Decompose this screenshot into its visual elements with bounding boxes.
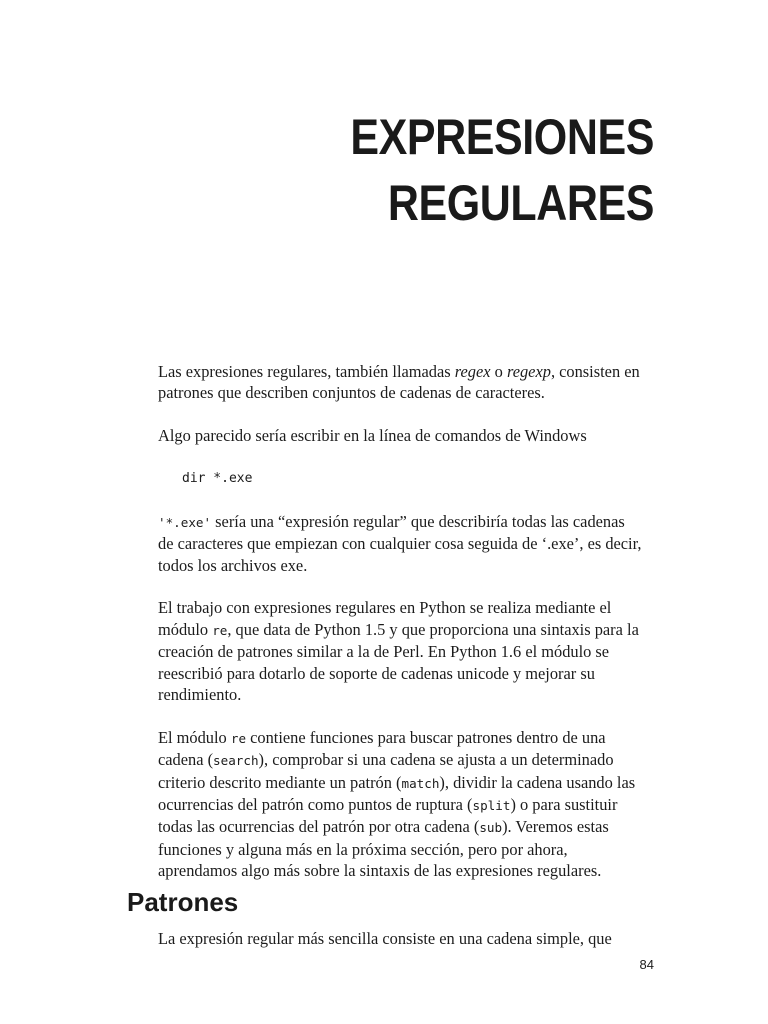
paragraph-patterns: La expresión regular más sencilla consiste en una cadena simple, que: [158, 929, 612, 948]
text-run: , que data de Python 1.5 y que proporciona una sintaxis para la creación de patrones similar a la de Perl. En Python 1.6 el módulo se reescribió para dotarlo de soporte de cadenas unicode y mejorar su rendimiento.: [158, 619, 639, 705]
inline-code: split: [472, 798, 511, 814]
inline-code: '*.exe': [158, 514, 212, 530]
chapter-title: [350, 104, 654, 236]
body-text: [158, 361, 644, 903]
text-run: o: [490, 362, 507, 381]
chapter-title-line-1: EXPRESIONES: [350, 109, 654, 165]
text-run: ). Veremos estas funciones y alguna más en la próxima sección, pero por ahora, aprendamos algo más sobre la sintaxis de las expresiones regulares.: [158, 817, 609, 881]
paragraph-intro: [158, 361, 644, 404]
text-run: contiene funciones para buscar patrones dentro de una cadena (: [158, 727, 606, 770]
text-run: , consisten en patrones que describen conjuntos de cadenas de caracteres.: [158, 362, 640, 403]
text-run: sería una “expresión regular” que describiría todas las cadenas de caracteres que empiezan con cualquier cosa seguida de ‘.exe’, es decir, todos los archivos exe.: [158, 511, 642, 575]
chapter-title-line-2: REGULARES: [387, 175, 654, 231]
page-number: 84: [639, 957, 654, 972]
text-run: ), dividir la cadena usando las ocurrencias del patrón como puntos de ruptura (: [158, 772, 636, 815]
paragraph-python-re: [158, 597, 644, 705]
code-example: dir *.exe: [182, 471, 253, 486]
text-run: Las expresiones regulares, también llamadas: [158, 362, 455, 381]
inline-code: search: [213, 753, 259, 769]
text-run: ) o para sustituir todas las ocurrencias del patrón por otra cadena (: [158, 795, 618, 837]
section-heading: Patrones: [127, 887, 239, 917]
inline-code: re: [230, 730, 247, 746]
inline-code: re: [212, 622, 228, 638]
paragraph-exe: [158, 511, 644, 576]
term-regexp: regexp: [506, 362, 551, 381]
text-run: ), comprobar si una cadena se ajusta a un determinado criterio descrito mediante un patrón (: [158, 750, 614, 792]
paragraph-windows: Algo parecido sería escribir en la línea de comandos de Windows: [158, 426, 587, 446]
text-run: El módulo: [158, 727, 231, 747]
paragraph-re-functions: [158, 727, 644, 882]
inline-code: match: [401, 775, 440, 791]
inline-code: sub: [479, 820, 503, 836]
term-regex: regex: [454, 362, 491, 381]
text-run: El trabajo con expresiones regulares en Python se realiza mediante el módulo: [158, 598, 612, 639]
